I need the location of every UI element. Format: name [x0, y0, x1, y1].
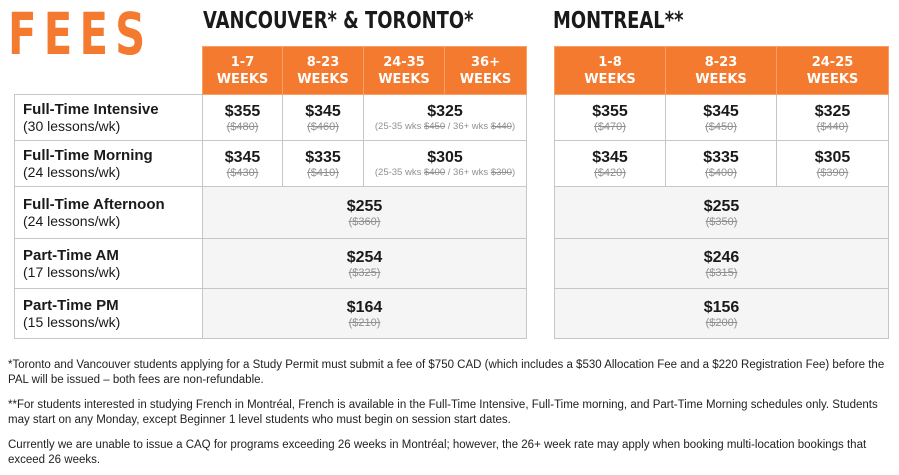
price-cell: [203, 239, 527, 289]
week-unit: WEEKS: [216, 71, 269, 87]
program-name: Full-Time Afternoon: [23, 195, 165, 213]
program-name: Part-Time AM: [23, 246, 119, 264]
program-lessons: (30 lessons/wk): [23, 117, 121, 134]
table-row: [15, 141, 527, 187]
week-column-header: [203, 47, 283, 95]
original-price: ($420): [594, 167, 626, 179]
table-row: [555, 289, 889, 339]
price-cell: [555, 187, 889, 239]
price: $345: [703, 103, 739, 120]
price-cell: [203, 95, 283, 141]
price-cell: [777, 95, 889, 141]
original-price: ($210): [348, 317, 381, 329]
price-cell: [555, 289, 889, 339]
original-price: ($200): [705, 317, 738, 329]
price-cell: [283, 141, 364, 187]
price: $305: [814, 149, 851, 166]
week-range: 1-7: [230, 54, 255, 70]
header-spacer: [15, 47, 203, 95]
program-lessons: (24 lessons/wk): [23, 163, 121, 180]
week-unit: WEEKS: [297, 71, 349, 87]
price: $305: [427, 149, 463, 166]
original-price: ($480): [226, 121, 259, 133]
vancouver-toronto-fee-table: [14, 46, 527, 339]
original-price-note: (25-35 wks $450 / 36+ wks $440): [374, 121, 516, 132]
original-price: ($460): [307, 121, 339, 133]
price: $355: [224, 103, 261, 120]
table-row: [555, 141, 889, 187]
footnote-montreal-french: **For students interested in studying French in Montréal, French is available in the Full-Time Intensive, Full-Time morning, and Part-Time Morning schedules only. Students may start on any Monday, except Beginner 1 level students who must begin on session start dates.: [8, 399, 878, 426]
original-price: ($470): [594, 121, 626, 133]
week-range: 8-23: [704, 54, 738, 70]
original-price-note: (25-35 wks $400 / 36+ wks $390): [374, 167, 516, 178]
footnote-caq: Currently we are unable to issue a CAQ for programs exceeding 26 weeks in Montréal; however, the 26+ week rate may apply when booking multi-location bookings that exceed 26 weeks.: [8, 439, 867, 466]
price: $335: [305, 149, 341, 166]
week-unit: WEEKS: [584, 71, 636, 87]
week-column-header: [777, 47, 889, 95]
original-price: ($410): [307, 167, 339, 179]
price-cell: [666, 95, 777, 141]
price: $254: [346, 249, 383, 266]
price: $355: [592, 103, 628, 120]
price-cell: [203, 289, 527, 339]
table-row: [555, 239, 889, 289]
montreal-fee-table: [554, 46, 889, 339]
table-row: [15, 95, 527, 141]
week-range: 24-35: [383, 54, 425, 70]
price-cell: [777, 141, 889, 187]
price-cell: [555, 239, 889, 289]
price: $246: [703, 249, 740, 266]
price-cell: [203, 187, 527, 239]
footnote-study-permit: *Toronto and Vancouver students applying for a Study Permit must submit a fee of $750 CAD (which includes a $530 Allocation Fee and a $220 Registration Fee) before the PAL will be issued – both fees are non-refundable.: [8, 359, 885, 386]
week-column-header: [666, 47, 777, 95]
program-label: [15, 239, 203, 289]
original-price: ($450): [705, 121, 737, 133]
program-lessons: (24 lessons/wk): [23, 212, 121, 229]
original-price: ($360): [348, 216, 381, 228]
program-lessons: (15 lessons/wk): [23, 313, 121, 330]
price-cell: [364, 141, 527, 187]
price-cell: [203, 141, 283, 187]
page-title: FEES: [8, 0, 153, 68]
week-unit: WEEKS: [806, 71, 859, 87]
week-unit: WEEKS: [695, 71, 747, 87]
week-range: 36+: [471, 54, 500, 70]
vancouver-toronto-heading: VANCOUVER* & TORONTO*: [203, 8, 474, 34]
price: $164: [346, 299, 383, 316]
price: $345: [592, 149, 628, 166]
program-name: Part-Time PM: [23, 296, 119, 314]
original-price: ($400): [705, 167, 737, 179]
week-range: 8-23: [306, 54, 340, 70]
program-name: Full-Time Morning: [23, 146, 153, 164]
price-cell: [666, 141, 777, 187]
week-unit: WEEKS: [378, 71, 430, 87]
week-column-header: [555, 47, 666, 95]
price: $255: [346, 198, 383, 215]
original-price: ($325): [348, 267, 381, 279]
table-row: [15, 239, 527, 289]
week-column-header: [283, 47, 364, 95]
week-unit: WEEKS: [459, 71, 512, 87]
price: $255: [703, 198, 740, 215]
price-cell: [555, 141, 666, 187]
program-label: [15, 187, 203, 239]
price: $345: [305, 103, 341, 120]
price: $325: [814, 103, 851, 120]
price: $156: [703, 299, 740, 316]
table-row: [15, 187, 527, 239]
original-price: ($390): [816, 167, 849, 179]
program-label: [15, 95, 203, 141]
original-price: ($430): [226, 167, 259, 179]
price-cell: [283, 95, 364, 141]
week-column-header: [364, 47, 445, 95]
table-row: [15, 289, 527, 339]
price-cell: [364, 95, 527, 141]
table-row: [555, 187, 889, 239]
original-price: ($350): [705, 216, 738, 228]
price: $335: [703, 149, 739, 166]
week-range: 1-8: [598, 54, 622, 70]
price-cell: [555, 95, 666, 141]
program-name: Full-Time Intensive: [23, 100, 159, 118]
program-label: [15, 289, 203, 339]
week-column-header: [445, 47, 527, 95]
table-row: [555, 95, 889, 141]
price: $345: [224, 149, 261, 166]
program-lessons: (17 lessons/wk): [23, 263, 121, 280]
original-price: ($440): [816, 121, 849, 133]
price: $325: [427, 103, 463, 120]
week-range: 24-25: [811, 54, 854, 70]
montreal-heading: MONTREAL**: [553, 8, 684, 34]
original-price: ($315): [705, 267, 738, 279]
program-label: [15, 141, 203, 187]
